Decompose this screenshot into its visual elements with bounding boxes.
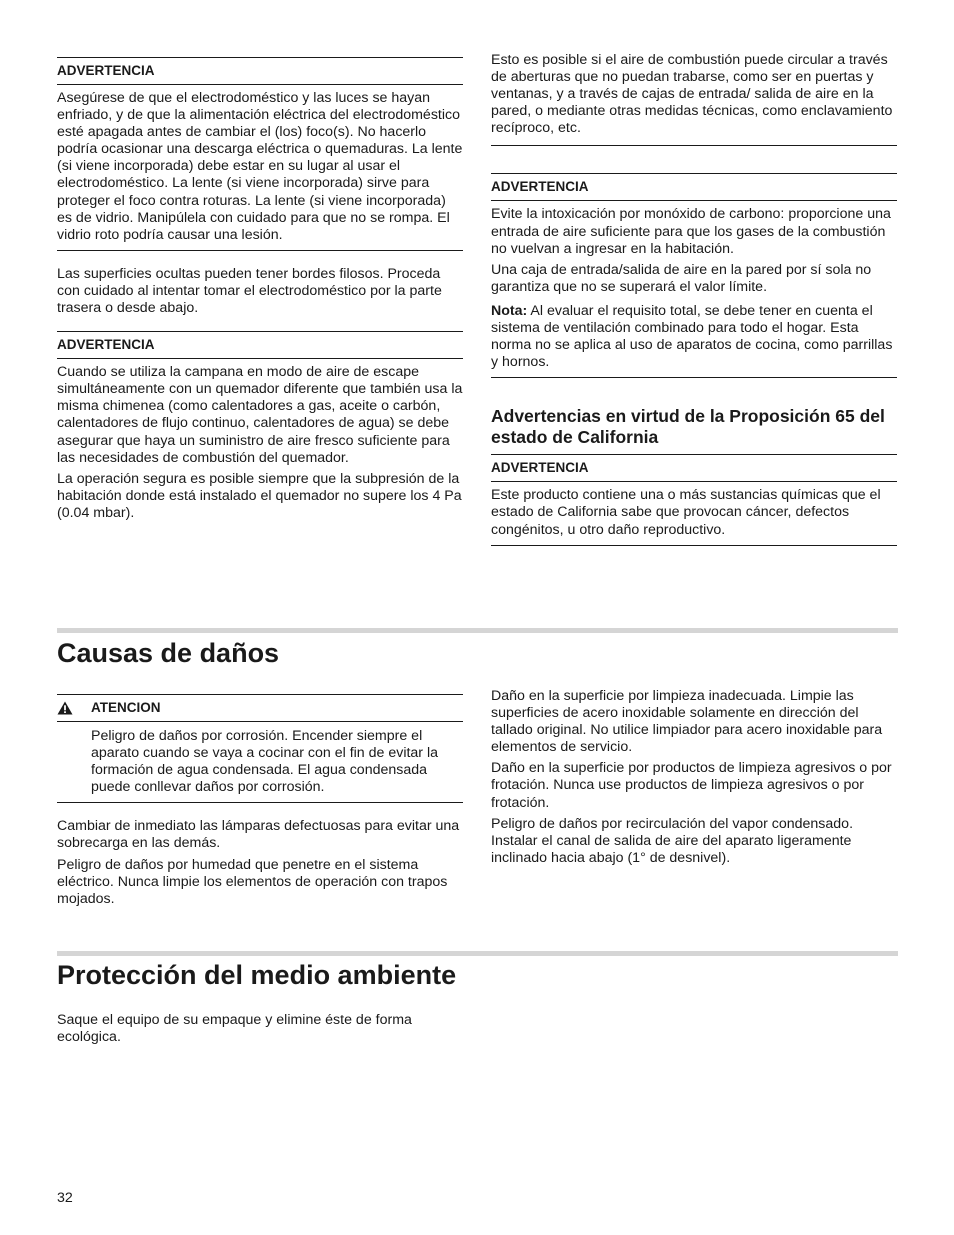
warning-heading: ADVERTENCIA [57, 332, 463, 359]
section-title-damage: Causas de daños [57, 638, 280, 668]
right-column-top [491, 52, 897, 546]
warning-heading: ADVERTENCIA [491, 174, 897, 201]
warning-box-prop65 [491, 454, 897, 545]
note-text: Al evaluar el requisito total, se debe tener en cuenta el sistema de ventilación combinado para todo el hogar. Esta norma no se aplica al uso de aparatos de cocina, como parrillas y hornos. [491, 302, 893, 371]
warning-text: Una caja de entrada/salida de aire en la pared por sí sola no garantiza que no se superará el valor límite. [491, 261, 872, 295]
environment-paragraph: Saque el equipo de su empaque y elimine éste de forma ecológica. [57, 1012, 412, 1046]
damage-left-column [57, 694, 463, 908]
warning-text: Asegúrese de que el electrodoméstico y las luces se hayan enfriado, y de que la alimentación eléctrica del electrodoméstico esté apagada antes de cambiar el (los) foco(s). No hacerlo podría ocasionar una descarga eléctrica o quemaduras. La lente (si viene incorporada) debe estar en su lugar al usar el electrodoméstico. La lente (si viene incorporada) sirve para proteger el foco contra roturas. La lente (si viene incorporada) es de vidrio. Manipúlela con cuidado para que no se rompa. El vidrio roto podría causar una lesión. [57, 90, 463, 243]
attention-heading: ATENCION [91, 700, 161, 715]
page-number: 32 [57, 1190, 73, 1206]
damage-right-column [491, 688, 897, 867]
warning-box-carbon-monoxide [491, 173, 897, 378]
warning-triangle-icon [57, 701, 73, 715]
warning-heading: ADVERTENCIA [57, 58, 463, 85]
note-paragraph [491, 303, 897, 371]
damage-paragraph: Cambiar de inmediato las lámparas defectuosas para evitar una sobrecarga en las demás. [57, 818, 460, 852]
damage-paragraph: Peligro de daños por recirculación del vapor condensado. Instalar el canal de salida de aire del aparato ligeramente inclinado hacia abajo (1° de desnivel). [491, 815, 854, 866]
warning-text: La operación segura es posible siempre que la subpresión de la habitación donde está instalado el quemador no supere los 4 Pa (0.04 mbar). [57, 470, 462, 521]
warning-heading: ADVERTENCIA [491, 455, 897, 482]
section-divider [57, 951, 898, 956]
section-divider [57, 628, 898, 633]
damage-paragraph: Daño en la superficie por productos de limpieza agresivos o por frotación. Nunca use productos de limpieza agresivos o por frotación. [491, 760, 892, 811]
note-label: Nota: [491, 302, 528, 319]
damage-paragraph: Peligro de daños por humedad que penetre en el sistema eléctrico. Nunca limpie los elementos de operación con trapos mojados. [57, 856, 448, 907]
warning-text: Evite la intoxicación por monóxido de carbono: proporcione una entrada de aire suficiente para que los gases de la combustión no vuelvan a ingresar en la habitación. [491, 206, 891, 257]
left-column-top [57, 57, 463, 528]
warning-box-combustion [57, 331, 463, 528]
damage-paragraph: Daño en la superficie por limpieza inadecuada. Limpie las superficies de acero inoxidable solamente en dirección del tallado original. No utilice limpiador para acero inoxidable para elementos de servicio. [491, 688, 883, 756]
prop65-heading: Advertencias en virtud de la Proposición 65 del estado de California [491, 406, 885, 447]
attention-text: Peligro de daños por corrosión. Encender siempre el aparato cuando se vaya a cocinar con el fin de evitar la formación de agua condensada. El agua condensada puede conllevar daños por corrosión. [91, 728, 439, 796]
warning-text: Este producto contiene una o más sustancias químicas que el estado de California sabe que provocan cáncer, defectos congénitos, u otro daño reproductivo. [491, 487, 881, 538]
attention-box [57, 694, 463, 803]
warning-text: Cuando se utiliza la campana en modo de aire de escape simultáneamente con un quemador diferente que también usa la misma chimenea (como calentadores a gas, aceite o carbón, calentadores de flujo continuo, calentadores de agua) se debe asegurar que haya un suministro de aire fresco suficiente para las necesidades de combustión del quemador. [57, 364, 463, 466]
continued-paragraph: Esto es posible si el aire de combustión puede circular a través de aberturas que no puedan trabarse, como ser en puertas y ventanas, y a través de cajas de entrada/ salida de aire en la pared, o mediante otras medidas técnicas, como enclavamiento recíproco, etc. [491, 52, 893, 137]
surfaces-paragraph: Las superficies ocultas pueden tener bordes filosos. Proceda con cuidado al intentar tomar el electrodoméstico por la parte trasera o desde abajo. [57, 265, 442, 317]
section-title-environment: Protección del medio ambiente [57, 960, 457, 990]
warning-box-bulbs [57, 57, 463, 251]
